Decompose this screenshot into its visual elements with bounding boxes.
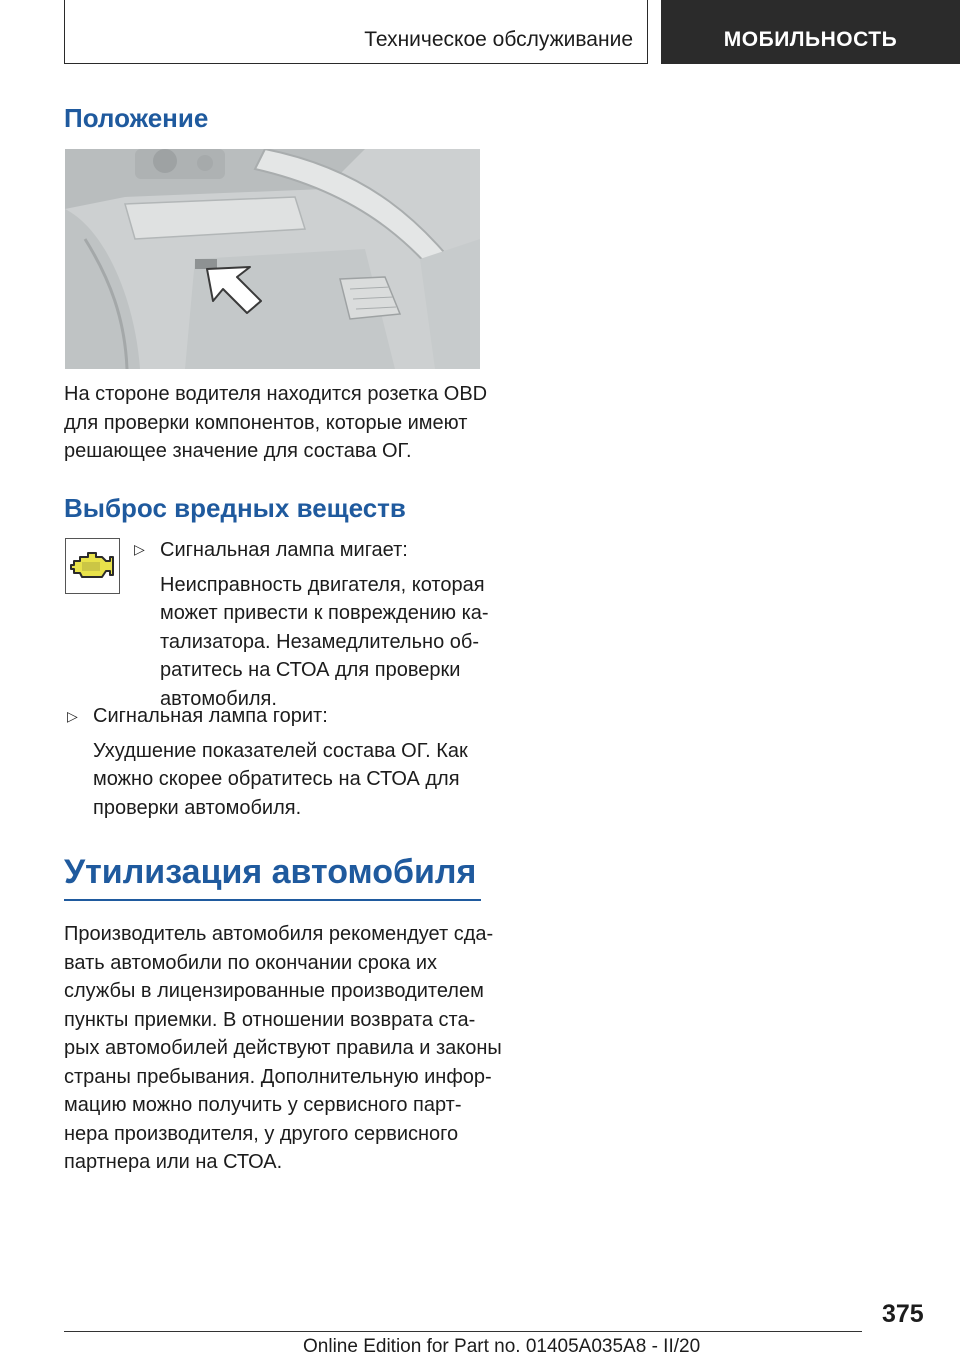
location-line: решающее значение для состава ОГ. <box>64 440 412 462</box>
footer-edition-text: Online Edition for Part no. 01405A035A8 - II/20 <box>303 1336 701 1357</box>
item-line: можно скорее обратитесь на СТОА для <box>93 768 460 790</box>
disposal-line: Производитель автомобиля рекомендует сда- <box>64 923 494 945</box>
item-line: Ухудшение показателей состава ОГ. Как <box>93 739 468 762</box>
header-chapter-title: МОБИЛЬНОСТЬ <box>723 28 898 51</box>
disposal-paragraph <box>64 920 502 1177</box>
disposal-line: мацию можно получить у сервисного парт- <box>64 1094 462 1116</box>
location-line: На стороне водителя находится розетка OBD <box>64 383 488 405</box>
heading-rule <box>64 899 481 901</box>
item-line: может привести к повреждению ка- <box>160 602 489 624</box>
item-line: тализатора. Незамедлительно об- <box>160 630 479 653</box>
disposal-line: вать автомобили по окончании срока их <box>64 951 438 974</box>
item-line: ратитесь на СТОА для проверки <box>160 659 461 681</box>
disposal-heading: Утилизация автомобиля <box>64 853 477 891</box>
item-line: Неисправность двигателя, которая <box>160 573 485 596</box>
location-heading: Положение <box>64 103 209 133</box>
emissions-item-1 <box>160 536 489 713</box>
disposal-line: службы в лицензированные производителем <box>64 980 484 1002</box>
item-line: автомобиля. <box>160 687 277 710</box>
disposal-line: нера производителя, у другого сервисного <box>64 1122 459 1145</box>
emissions-heading: Выброс вредных веществ <box>64 493 406 523</box>
obd-location-photo <box>65 149 480 369</box>
location-line: для проверки компонентов, которые имеют <box>64 411 468 434</box>
bullet-triangle-icon: ▷ <box>67 708 78 724</box>
check-engine-icon <box>65 538 120 594</box>
disposal-line: пункты приемки. В отношении возврата ста- <box>64 1008 476 1031</box>
page-number: 375 <box>882 1300 924 1328</box>
item-label: Сигнальная лампа мигает: <box>160 539 408 561</box>
header-section-title: Техническое обслуживание <box>364 28 633 51</box>
check-engine-symbol <box>66 539 119 593</box>
item-line: проверки автомобиля. <box>93 796 302 819</box>
item-label: Сигнальная лампа горит: <box>93 705 328 727</box>
disposal-line: рых автомобилей действуют правила и законы <box>64 1037 502 1059</box>
header-chapter-box <box>661 0 960 64</box>
location-paragraph <box>64 380 487 466</box>
footer-rule <box>64 1331 862 1332</box>
bullet-triangle-icon: ▷ <box>134 541 145 557</box>
emissions-item-2 <box>93 702 468 822</box>
disposal-line: партнера или на СТОА. <box>64 1151 283 1173</box>
obd-location-illustration <box>65 149 480 369</box>
header-section-box <box>64 0 648 64</box>
disposal-line: страны пребывания. Дополнительную инфор- <box>64 1065 492 1088</box>
